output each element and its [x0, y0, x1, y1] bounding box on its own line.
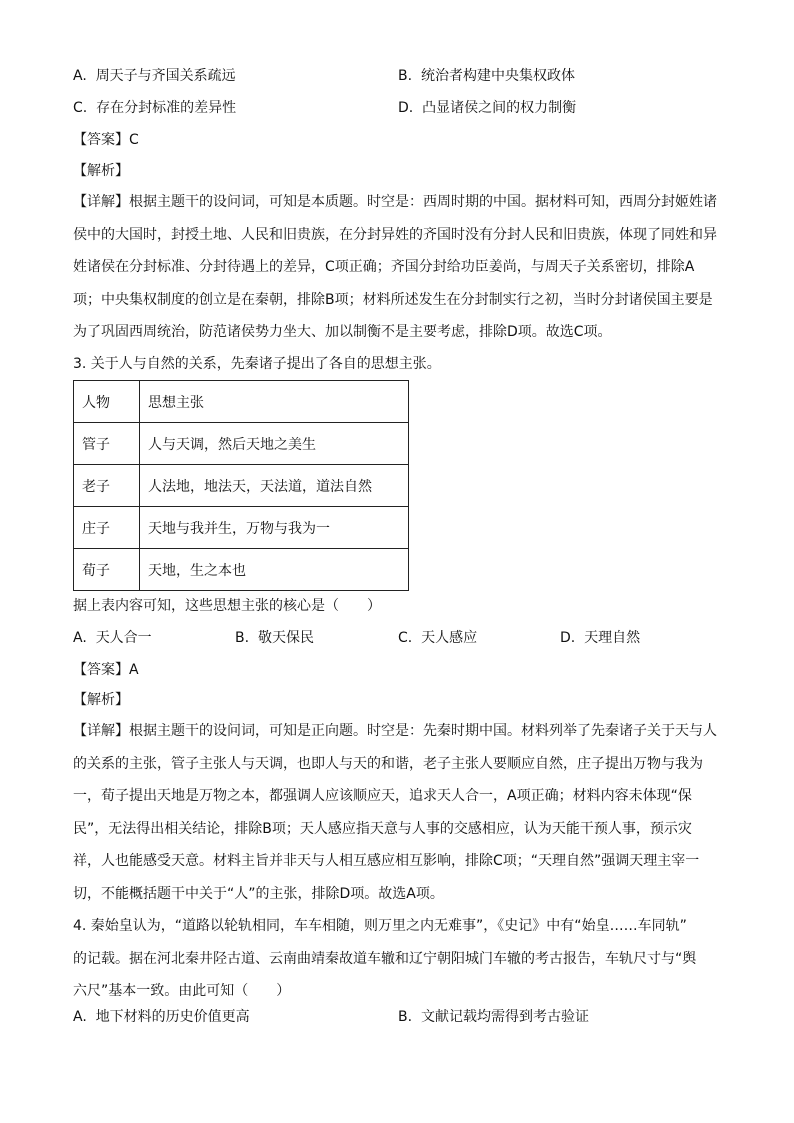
option-letter: C. [73, 100, 88, 116]
table-cell: 天地与我并生，万物与我为一 [140, 507, 409, 549]
table-cell: 荀子 [74, 549, 140, 591]
q3-option-c [398, 628, 477, 648]
option-text: 敬天保民 [257, 630, 314, 646]
detail-line: 姓诸侯在分封标准、分封待遇上的差异，C项正确；齐国分封给功臣姜尚，与周天子关系密切，排除A [73, 259, 695, 276]
q3-detail [73, 715, 721, 911]
q2-detail [73, 186, 721, 349]
option-letter: B. [398, 68, 413, 84]
q2-option-c [73, 98, 236, 118]
option-letter: B. [235, 630, 250, 646]
table-row [74, 423, 409, 465]
option-text: 天人感应 [421, 630, 478, 646]
detail-line: 【详解】根据主题干的设问词，可知是本质题。时空是：西周时期的中国。据材料可知，西周分封姬姓诸 [73, 194, 717, 210]
detail-line: 【详解】根据主题干的设问词，可知是正向题。时空是：先秦时期中国。材料列举了先秦诸子关于天与人 [73, 723, 717, 739]
table-row [74, 507, 409, 549]
table-row [74, 549, 409, 591]
option-letter: B. [398, 1009, 413, 1025]
option-letter: D. [398, 100, 414, 116]
option-letter: A. [73, 630, 87, 646]
option-text: 地下材料的历史价值更高 [95, 1009, 250, 1025]
q3-stem: 3. 关于人与自然的关系，先秦诸子提出了各自的思想主张。 [73, 356, 441, 372]
option-text: 统治者构建中央集权政体 [420, 68, 575, 84]
table-cell: 天地，生之本也 [140, 549, 409, 591]
table-header-cell: 思想主张 [140, 381, 409, 423]
option-text: 文献记载均需得到考古验证 [420, 1009, 589, 1025]
q3-answer: 【答案】A [73, 662, 139, 678]
detail-line: 侯中的大国时，封授土地、人民和旧贵族，在分封异姓的齐国时没有分封人民和旧贵族，体现了同姓和异 [73, 226, 717, 243]
table-cell: 人法地，地法天，天法道，道法自然 [140, 465, 409, 507]
q2-option-b [398, 66, 575, 86]
option-text: 天人合一 [95, 630, 152, 646]
option-letter: C. [398, 630, 413, 646]
table-cell: 管子 [74, 423, 140, 465]
option-text: 凸显诸侯之间的权力制衡 [422, 100, 577, 116]
q3-option-b [235, 628, 314, 648]
option-text: 周天子与齐国关系疏远 [95, 68, 236, 84]
q3-table [73, 380, 409, 591]
table-header-cell: 人物 [74, 381, 140, 423]
stem-line: 的记载。据在河北秦井陉古道、云南曲靖秦故道车辙和辽宁朝阳城门车辙的考古报告，车轨尺寸与“舆 [73, 950, 697, 967]
table-cell: 老子 [74, 465, 140, 507]
detail-line: 的关系的主张，管子主张人与天调，也即人与天的和谐，老子主张人要顺应自然，庄子提出万物与我为 [73, 755, 703, 772]
q4-option-a [73, 1007, 250, 1027]
q2-answer: 【答案】C [73, 132, 139, 148]
table-cell: 人与天调，然后天地之美生 [140, 423, 409, 465]
q4-option-b [398, 1007, 589, 1027]
q4-stem [73, 910, 721, 1008]
option-text: 存在分封标准的差异性 [96, 100, 237, 116]
detail-line: 项；中央集权制度的创立是在秦朝，排除B项；材料所述发生在分封制实行之初，当时分封诸侯国主要是 [73, 291, 713, 308]
option-letter: D. [560, 630, 576, 646]
option-text: 天理自然 [584, 630, 641, 646]
q2-analysis-label: 【解析】 [73, 163, 129, 179]
table-header-row [74, 381, 409, 423]
detail-line: 一，荀子提出天地是万物之本，都强调人应该顺应天，追求天人合一，A项正确；材料内容未体现“保 [73, 788, 692, 805]
q3-option-a [73, 628, 152, 648]
q2-option-d [398, 98, 576, 118]
table-cell: 庄子 [74, 507, 140, 549]
detail-line: 民”，无法得出相关结论，排除B项；天人感应指天意与人事的交感相应，认为天能干预人事，预示灾 [73, 820, 692, 837]
q3-question: 据上表内容可知，这些思想主张的核心是（ ） [73, 598, 381, 614]
stem-line: 4. 秦始皇认为，“道路以轮轨相同，车车相随，则万里之内无难事”，《史记》中有“始皇……车同轨” [73, 918, 687, 934]
q3-option-d [560, 628, 640, 648]
stem-line: 六尺”基本一致。由此可知（ ） [73, 983, 291, 1000]
detail-line: 祥，人也能感受天意。材料主旨并非天与人相互感应相互影响，排除C项；“天理自然”强调天理主宰一 [73, 853, 700, 870]
detail-line: 切，不能概括题干中关于“人”的主张，排除D项。故选A项。 [73, 885, 444, 902]
option-letter: A. [73, 68, 87, 84]
detail-line: 为了巩固西周统治，防范诸侯势力坐大、加以制衡不是主要考虑，排除D项。故选C项。 [73, 324, 612, 341]
q2-option-a [73, 66, 236, 86]
option-letter: A. [73, 1009, 87, 1025]
table-row [74, 465, 409, 507]
q3-analysis-label: 【解析】 [73, 692, 129, 708]
